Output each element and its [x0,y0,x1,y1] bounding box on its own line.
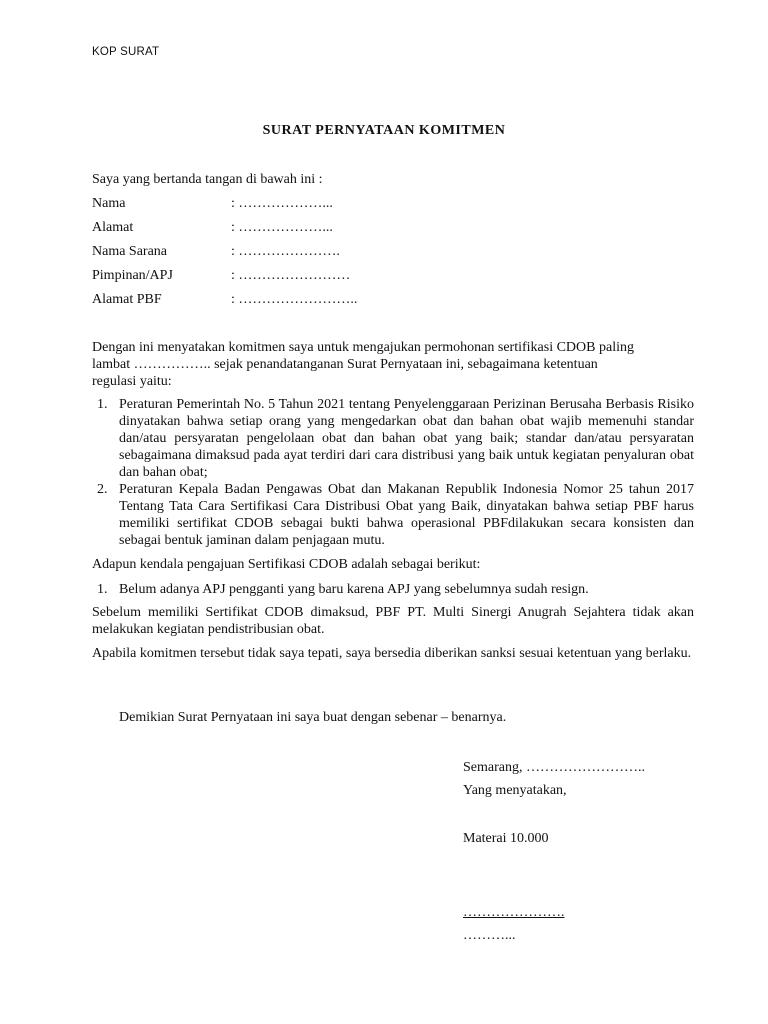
document-title: SURAT PERNYATAAN KOMITMEN [262,123,506,138]
commitment-line-1: Dengan ini menyatakan komitmen saya untuk mengajukan permohonan sertifikasi CDOB paling [92,340,634,355]
statement-sanction: Apabila komitmen tersebut tidak saya tepati, saya bersedia diberikan sanksi sesuai ketentuan yang berlaku. [92,646,692,661]
signature-place-date: Semarang, …………………….. [463,760,645,775]
field-label-nama-sarana: Nama Sarana [92,244,168,259]
field-label-nama: Nama [92,196,126,211]
signature-name-line: …………………. [463,905,565,920]
regulation-text-2: Peraturan Kepala Badan Pengawas Obat dan Makanan Republik Indonesia Nomor 25 tahun 2017 Tentang Tata Cara Sertifikasi Cara Distribusi Obat yang Baik, dinyatakan bahwa setiap PBF harus memiliki sertifikat CDOB sebagai bukti bahwa operasional PBFdilakukan secara konsisten dan sebagai bentuk jaminan dalam penjagaan mutu. [119,482,694,548]
regulation-number-1: 1. [97,397,108,412]
field-label-alamat-pbf: Alamat PBF [92,292,162,307]
regulation-number-2: 2. [97,482,108,497]
obstacle-intro: Adapun kendala pengajuan Sertifikasi CDOB adalah sebagai berikut: [92,557,481,572]
letterhead-placeholder: KOP SURAT [92,46,160,58]
statement-no-distribution: Sebelum memiliki Sertifikat CDOB dimaksud, PBF PT. Multi Sinergi Anugrah Sejahtera tidak akan melakukan kegiatan pendistribusian obat. [92,605,694,637]
commitment-line-3: regulasi yaitu: [92,374,172,389]
field-value-alamat: : ………………... [231,220,333,235]
field-value-nama: : ………………... [231,196,333,211]
closing-sentence: Demikian Surat Pernyataan ini saya buat dengan sebenar – benarnya. [119,710,507,725]
signature-stamp-note: Materai 10.000 [463,831,549,846]
field-value-alamat-pbf: : …………………….. [231,292,358,307]
commitment-line-2: lambat …………….. sejak penandatanganan Surat Pernyataan ini, sebagaimana ketentuan [92,357,598,372]
obstacle-text-1: Belum adanya APJ pengganti yang baru karena APJ yang sebelumnya sudah resign. [119,582,589,597]
regulation-text-1: Peraturan Pemerintah No. 5 Tahun 2021 tentang Penyelenggaraan Perizinan Berusaha Berbasis Risiko dinyatakan bahwa setiap orang yang mengedarkan obat dan bahan obat wajib memenuhi standar dan/atau persyaratan pengelolaan obat dan bahan obat yang baik; standar dan/atau persyaratan sebagaimana dimaksud pada ayat terdiri dari cara distribusi yang baik untuk kegiatan penyaluran obat dan bahan obat; [119,397,694,480]
intro-text: Saya yang bertanda tangan di bawah ini : [92,172,323,187]
field-value-pimpinan-apj: : …………………… [231,268,351,283]
obstacle-number-1: 1. [97,582,108,597]
signature-position-line: ………... [463,928,516,943]
field-label-alamat: Alamat [92,220,134,235]
signature-declarer: Yang menyatakan, [463,783,567,798]
field-value-nama-sarana: : …………………. [231,244,340,259]
field-label-pimpinan-apj: Pimpinan/APJ [92,268,173,283]
